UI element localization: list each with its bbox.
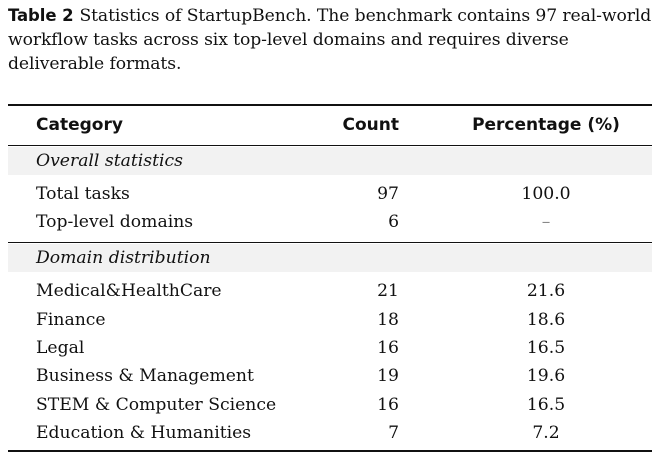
cell-percentage: 7.2 [532,423,560,443]
section-title-row-overall [0,147,660,175]
cell-percentage: 19.6 [526,366,566,386]
cell-category: Finance [36,310,106,330]
cell-category: Legal [36,338,85,358]
header-count: Count [342,115,399,135]
table-caption [8,4,654,76]
header-percentage: Percentage (%) [472,115,620,135]
cell-percentage: 100.0 [521,184,571,204]
cell-count: 16 [377,338,399,358]
cell-count: 19 [377,366,399,386]
cell-count: 18 [377,310,399,330]
cell-percentage: 18.6 [526,310,566,330]
table-row [0,419,660,447]
cell-percentage: 16.5 [526,338,566,358]
cell-percentage: 16.5 [526,395,566,415]
cell-category: Education & Humanities [36,423,252,443]
section-title-overall: Overall statistics [36,151,183,171]
table-row [0,277,660,305]
cell-percentage: – [541,212,551,232]
table-row [0,208,660,236]
table-caption-text: Statistics of StartupBench. The benchmark contains 97 real-world workflow tasks across six top-level domains and requires diverse deliverable formats. [8,6,652,74]
table-bottom-rule [8,450,652,452]
table-row [0,391,660,419]
table-row [0,334,660,362]
cell-category: Total tasks [36,184,130,204]
header-category: Category [36,115,123,135]
table-top-rule [8,104,652,106]
table-row [0,362,660,390]
cell-category: STEM & Computer Science [36,395,277,415]
cell-count: 21 [377,281,399,301]
section-rule [8,242,652,243]
cell-percentage: 21.6 [526,281,566,301]
cell-count: 97 [377,184,399,204]
table-row [0,180,660,208]
cell-category: Medical&HealthCare [36,281,222,301]
table-caption-label: Table 2 [8,6,74,25]
cell-category: Top-level domains [36,212,194,232]
cell-category: Business & Management [36,366,254,386]
cell-count: 7 [388,423,399,443]
header-rule [8,145,652,146]
cell-count: 16 [377,395,399,415]
section-title-domain: Domain distribution [36,248,211,268]
section-title-row-domain [0,244,660,272]
table-row [0,306,660,334]
cell-count: 6 [388,212,399,232]
